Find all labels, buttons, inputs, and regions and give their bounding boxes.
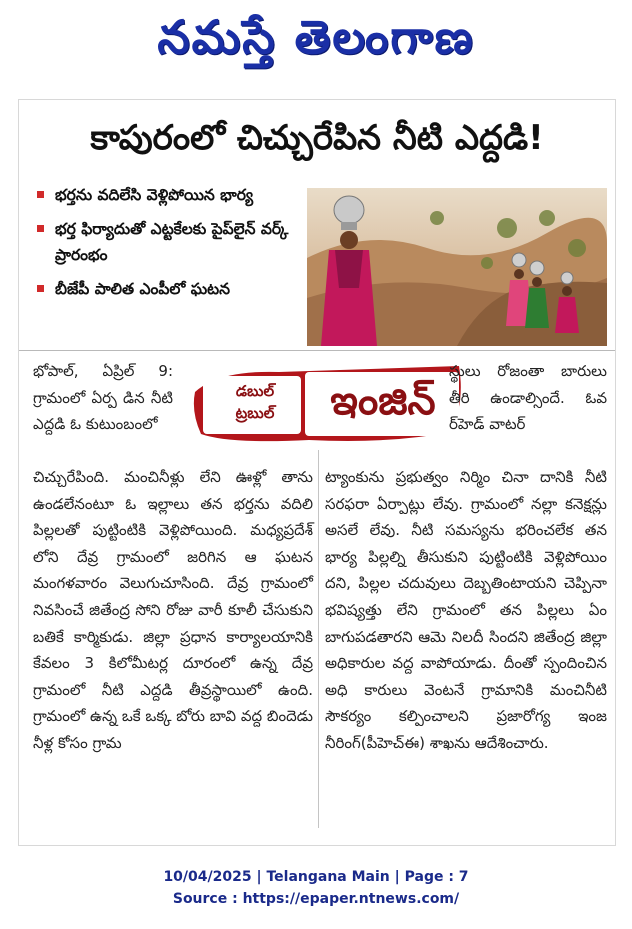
article-bullets [33,182,303,310]
women-carrying-water-pots-image [307,188,607,346]
double-engine-banner [189,362,467,446]
article-headline: కాపురంలో చిచ్చురేపిన నీటి ఎద్దడి! [90,118,544,158]
footer-source: Source : https://epaper.ntnews.com/ [172,891,460,907]
bullet-square-icon [37,225,44,232]
article-clipping [18,99,616,846]
article-body-col1: చిచ్చురేపింది. మంచినీళ్లు లేని ఊళ్లో తాను ఉండలేనంటూ ఓ ఇల్లాలు తన భర్తను వదిలి పిల్లలతో పుట్టింటికి వెళ్లిపోయింది. మధ్యప్రదేశ్ లోని దేవ్ర గ్రామంలో జరిగిన ఆ ఘటన మంగళవారం వెలుగుచూసింది. దేవ్ర గ్రామంలో నివసించే జితేంద్ర సోని రోజు వారీ కూలీ చేసుకుని బతికే కార్మికుడు. జిల్లా ప్రధాన కార్యాలయానికి కేవలం 3 కిలోమీటర్ల దూరంలో ఉన్న దేవ్ర గ్రామంలో నీటి ఎద్దడి తీవ్రస్థాయిలో ఉంది. గ్రామంలో ఉన్న ఒకే ఒక్క బోరు బావి వద్ద బిందెడు నీళ్ల కోసం గ్రామ [33,468,313,752]
page-footer [0,866,632,910]
section-divider [19,350,615,351]
bullet-item [33,182,303,208]
article-body-col2: ట్యాంకును ప్రభుత్వం నిర్మిం చినా దానికి నీటి సరఫరా ఏర్పాట్లు లేవు. గ్రామంలో నల్లా కనెక్షన్లు అసలే లేవు. నీటి సమస్యను భరించలేక తన భార్య పిల్లల్ని తీసుకుని పుట్టింటికి వెళ్లిపోయిం దని, పిల్లల చదువులు దెబ్బతింటాయని చెప్పినా భవిష్యత్తు లేని గ్రామంలో తన పిల్లలు ఏం బాగుపడతారని ఆమె నిలదీ సిందని జితేంద్ర జిల్లా అధికారుల వద్ద వాపోయాడు. దీంతో స్పందించిన అధి కారులు వెంటనే గ్రామానికి మంచినీటి సౌకర్యం కల్పించాలని ప్రజారోగ్య ఇంజ నీరింగ్(పీహెచ్ఈ) శాఖను ఆదేశించారు. [325,468,607,752]
footer-date-edition: 10/04/2025 | Telangana Main | Page : 7 [163,869,469,885]
banner-small-text [211,380,299,424]
article-body-col1-top: భోపాల్, ఏప్రిల్ 9: గ్రామంలో ఏర్ప డిన నీటి ఎద్దడి ఓ కుటుంబంలో [33,362,173,434]
bullet-text: భర్తను వదిలేసి వెళ్లిపోయిన భార్య [55,186,254,204]
banner-small-line1: డబుల్ [235,382,275,400]
banner-big-text: ఇంజిన్ [330,378,436,424]
article-body-col2-top: స్థులు రోజంతా బారులు తీరి ఉండాల్సిందే. ఓవ ర్‌హెడ్ వాటర్ [449,362,607,434]
article-photo [307,188,607,346]
bullet-item [33,216,303,268]
bullet-square-icon [37,285,44,292]
bullet-text: బీజేపీ పాలిత ఎంపీలో ఘటన [55,280,230,298]
bullet-item [33,276,303,302]
bullet-text: భర్త ఫిర్యాదుతో ఎట్టకేలకు పైప్‌లైన్ వర్క్ ప్రారంభం [55,220,289,264]
masthead-title: నమస్తే తెలంగాణ [157,10,475,64]
masthead [0,0,632,86]
bullet-square-icon [37,191,44,198]
column-separator [318,450,319,828]
banner-small-line2: ట్రబుల్ [235,404,275,422]
